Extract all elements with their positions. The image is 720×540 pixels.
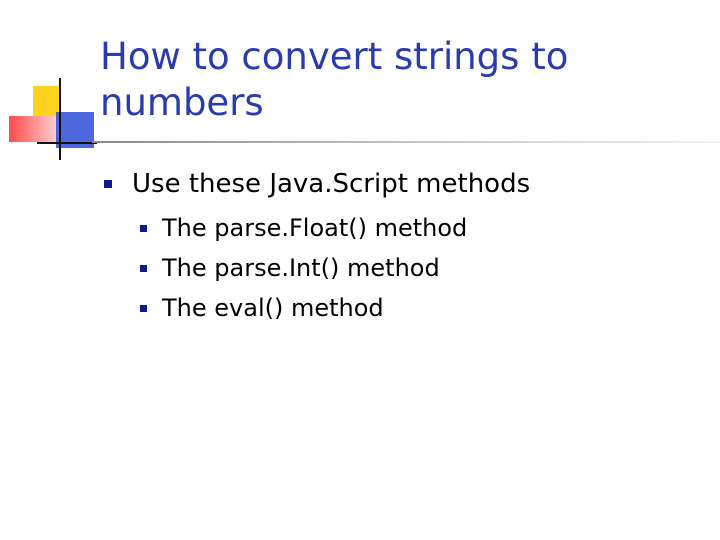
logo-red-square (9, 116, 57, 142)
slide-title: How to convert strings to numbers (100, 35, 569, 124)
logo-horizontal-line (37, 142, 97, 144)
sub-bullet-text: The parse.Float() method (162, 214, 468, 242)
title-underline-divider (92, 141, 720, 143)
sub-bullet-text: The eval() method (162, 294, 384, 322)
sub-bullet-item (140, 288, 467, 328)
bullet-level1 (104, 168, 530, 200)
square-bullet-icon (140, 225, 147, 232)
sub-bullet-item (140, 208, 467, 248)
sub-bullet-text: The parse.Int() method (162, 254, 440, 282)
bullet-text: Use these Java.Script methods (132, 169, 531, 199)
square-bullet-icon (140, 305, 147, 312)
logo-vertical-line (59, 78, 61, 160)
sub-bullet-list (140, 208, 467, 328)
slide-logo-decoration (0, 0, 110, 170)
square-bullet-icon (140, 265, 147, 272)
sub-bullet-item (140, 248, 467, 288)
square-bullet-icon (104, 180, 112, 188)
